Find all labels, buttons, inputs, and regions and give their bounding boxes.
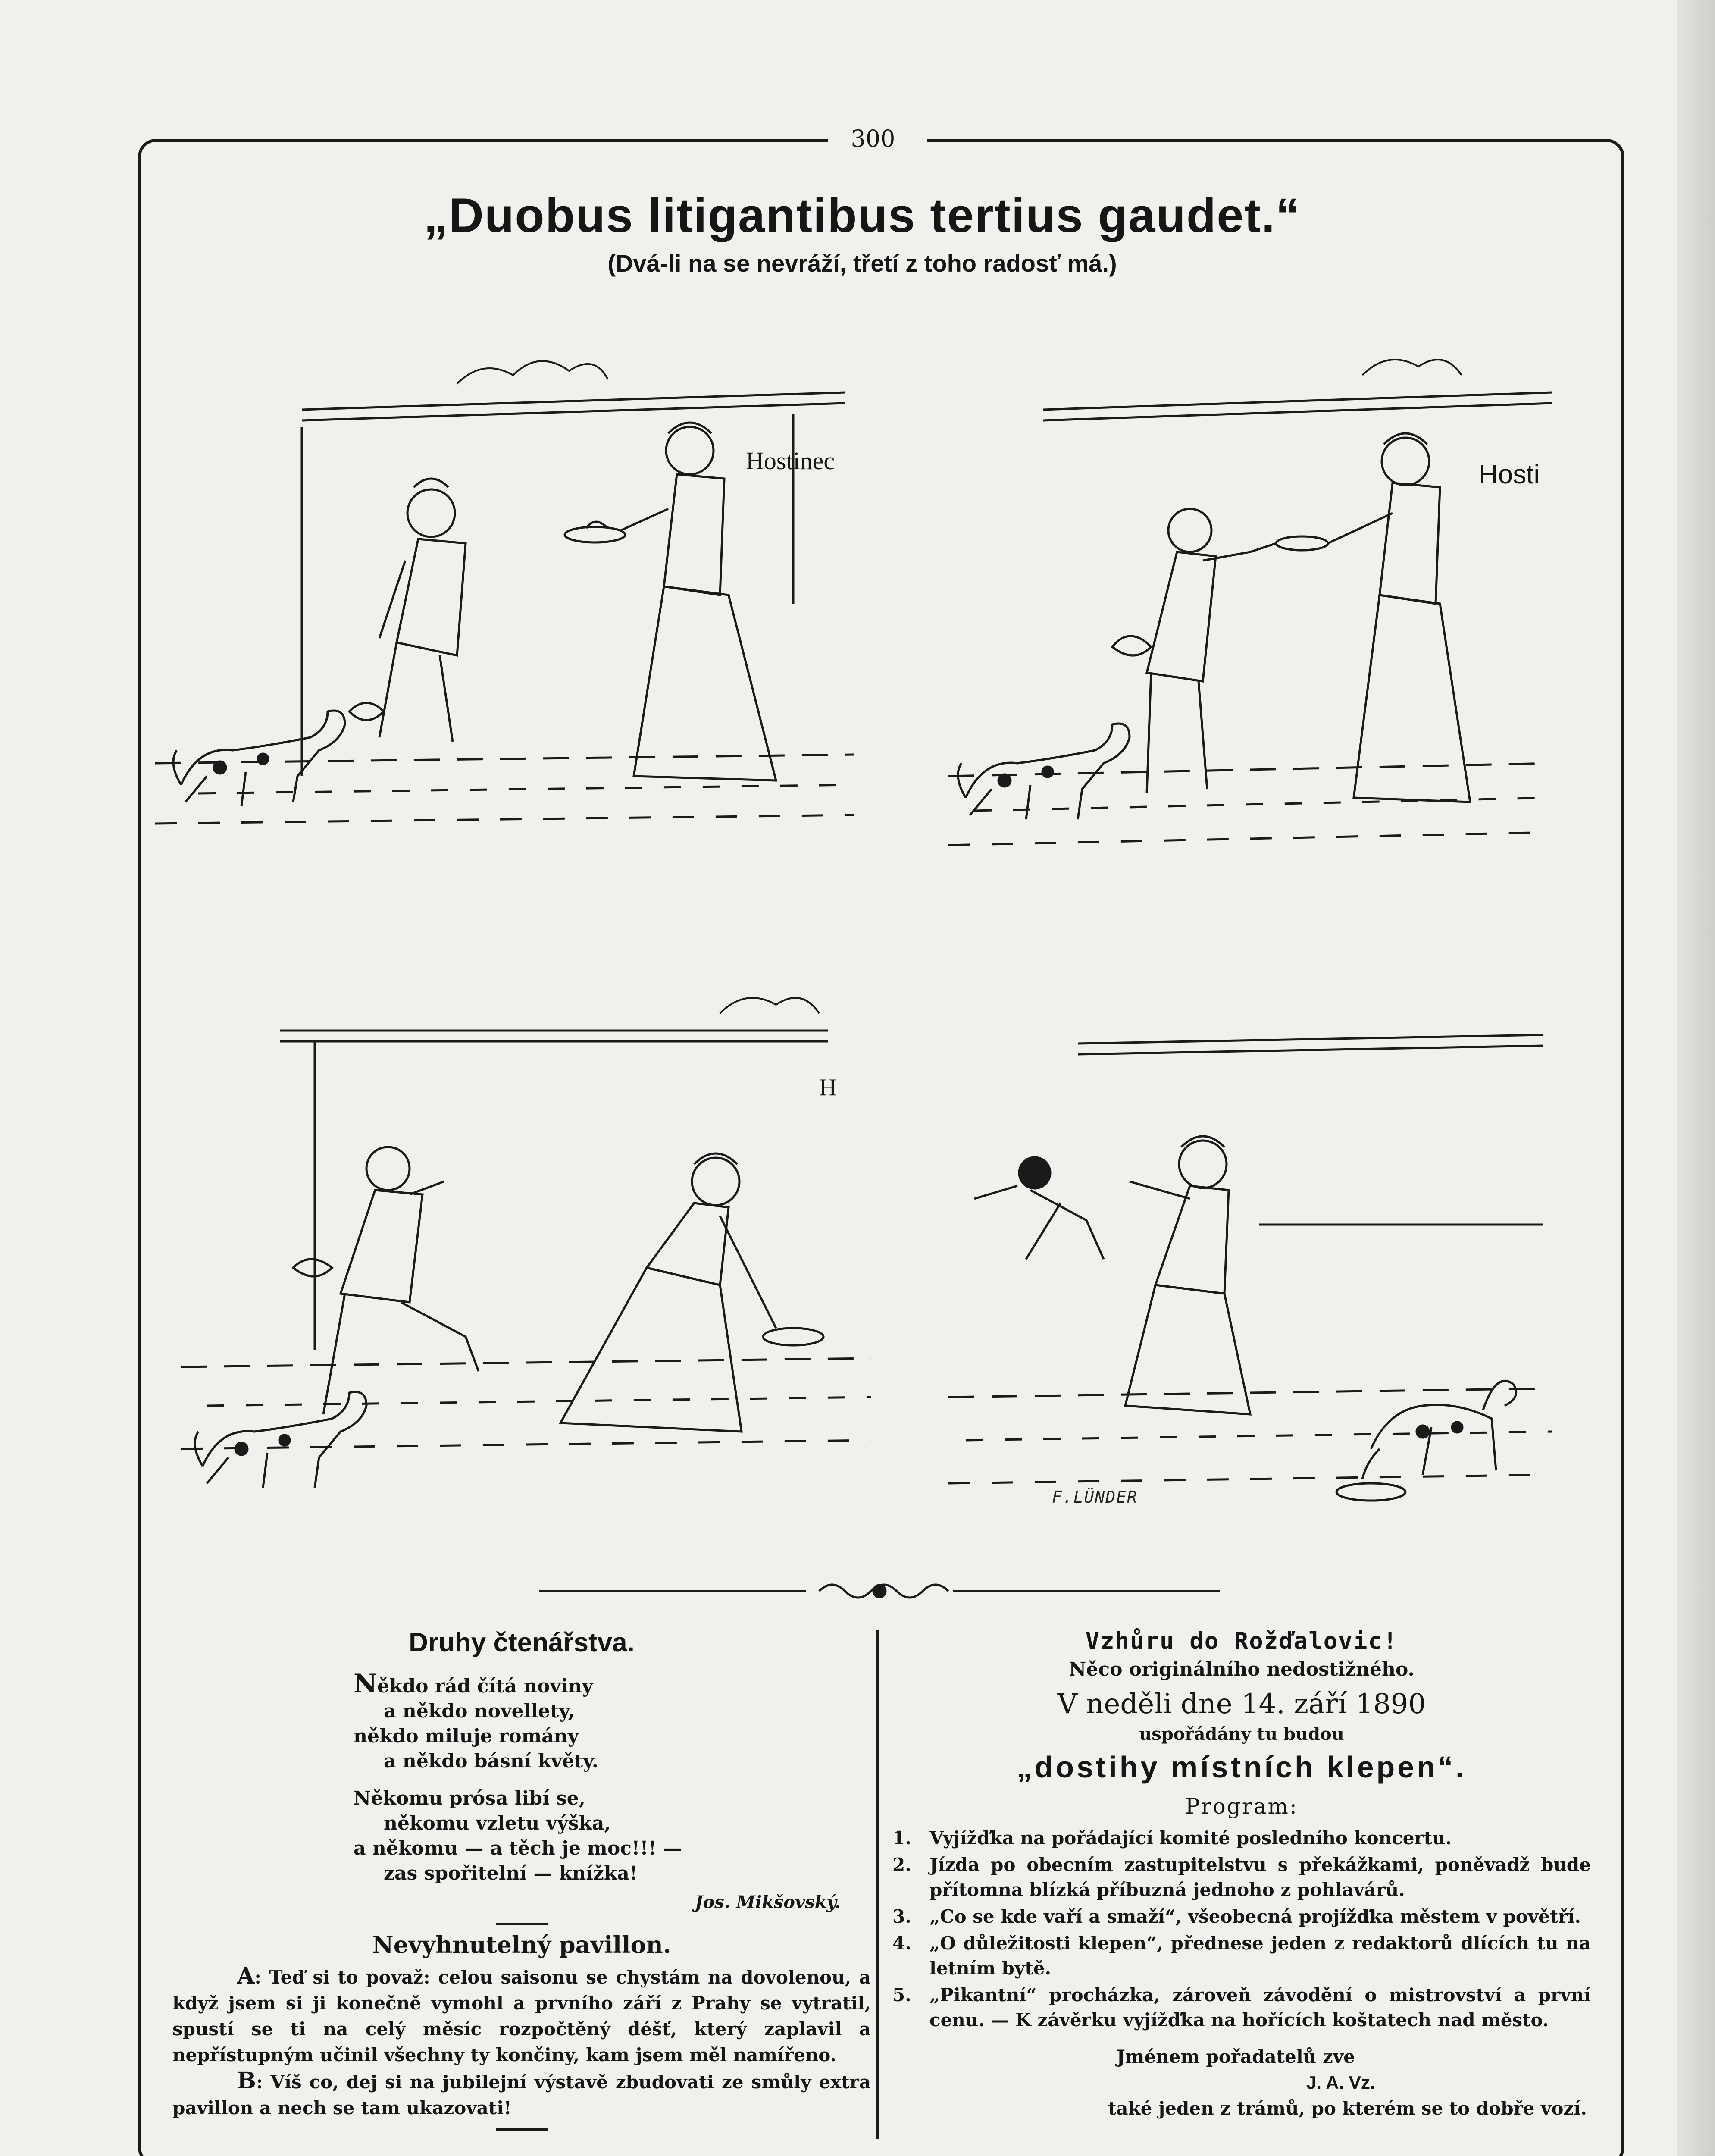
program-item: 5. „Pikantní“ procházka, zároveň závodění o mistrovství a první cenu. — K závěrku vyjížďka na hořících koštatech nad město. <box>892 1984 1591 2031</box>
vzhuru-event: „dostihy místních klepen“. <box>1017 1750 1467 1784</box>
panel-1-sign: Hostinec <box>746 447 835 475</box>
panel-3-illustration <box>181 992 871 1552</box>
dialogue-b: B: Víš co, dej si na jubilejní výstavě zbudovati ze smůly extra pavillon a nech se tam ukazovati! <box>172 2068 871 2118</box>
poem-line: zas spořitelní — knížka! <box>384 1862 638 1884</box>
page-number: 300 <box>851 125 895 152</box>
dialogue-a: A: Teď si to považ: celou saisonu se chystám na dovolenou, a když jsem si ji konečně vymohl a prvního září z Prahy se vytratil, spustí se ti na celý měsíc rozpočtěný déšť, který zaplavil a nepřístupným učinil všechny ty končiny, kam jsem měl namířeno. <box>172 1963 871 2065</box>
panel-2-sign: Hosti <box>1479 460 1540 489</box>
vzhuru-organized: uspořádány tu budou <box>1139 1724 1344 1744</box>
section-rule <box>496 1923 548 1925</box>
poem-dropcap: N <box>354 1669 377 1699</box>
ornament-divider <box>539 1578 1220 1604</box>
vzhuru-date: V neděli dne 14. září 1890 <box>1057 1688 1426 1720</box>
vzhuru-title: Vzhůru do Rožďalovic! <box>1085 1627 1398 1655</box>
panel-1-illustration <box>155 328 854 871</box>
speaker-b: B <box>237 2068 256 2094</box>
poem-line: a někomu — a těch je moc!!! — <box>354 1837 682 1859</box>
druhy-title: Druhy čtenářstva. <box>409 1628 635 1658</box>
pavillon-title: Nevyhnutelný pavillon. <box>372 1931 671 1959</box>
poem-line: a někdo novellety, <box>384 1700 575 1722</box>
signed-name: J. A. Vz. <box>1306 2072 1375 2093</box>
column-divider <box>876 1630 879 2139</box>
cartoon-panel-2 <box>948 328 1552 888</box>
program-item: 2. Jízda po obecním zastupitelstvu s překážkami, poněvadž bude přítomna blízká příbuzná jednoho z pohlavárů. <box>892 1854 1591 1900</box>
program-item: 4. „O důležitosti klepen“, přednese jeden z redaktorů dlících tu na letním bytě. <box>892 1933 1591 1979</box>
page-edge <box>1677 0 1715 2156</box>
left-column <box>172 1626 871 2135</box>
panel-3-sign: H <box>819 1074 837 1101</box>
panel-4-illustration <box>948 1018 1552 1552</box>
panel-2-illustration <box>948 328 1552 888</box>
vzhuru-signature <box>892 2044 1591 2122</box>
program-heading: Program: <box>1185 1794 1298 1819</box>
poem-line: Někdo rád čítá noviny <box>354 1669 593 1699</box>
pavillon-dialogue <box>172 1963 871 2121</box>
program-list <box>892 1826 1591 2033</box>
cartoon-title: „Duobus litigantibus tertius gaudet.“ <box>424 188 1301 242</box>
poem-line: někdo miluje romány <box>354 1725 579 1747</box>
right-column <box>892 1626 1591 2122</box>
program-item: 1. Vyjížďka na pořádající komité posledního koncertu. <box>892 1827 1452 1849</box>
illustrator-signature: F.LÜNDER <box>1052 1488 1138 1507</box>
druhy-poem <box>354 1671 871 1886</box>
signed-intro: Jménem pořadatelů zve <box>1117 2046 1355 2067</box>
section-rule <box>496 2128 548 2131</box>
cartoon-panel-4 <box>948 1018 1552 1552</box>
cartoon-subtitle: (Dvá-li na se nevráží, třetí z toho radosť má.) <box>607 250 1117 277</box>
cartoon-panel-3 <box>181 992 871 1552</box>
program-item: 3. „Co se kde vaří a smaží“, všeobecná projížďka městem v povětří. <box>892 1906 1581 1927</box>
cartoon-panel-1 <box>155 328 854 871</box>
signed-note: také jeden z trámů, po kterém se to dobře vozí. <box>1108 2098 1587 2119</box>
vzhuru-subtitle: Něco originálního nedostižného. <box>1069 1658 1415 1680</box>
poem-line: Někomu prósa libí se, <box>354 1787 586 1809</box>
poem-author: Jos. Mikšovský. <box>695 1892 841 1912</box>
poem-line: a někdo básní květy. <box>384 1750 599 1772</box>
speaker-a: A <box>237 1963 255 1989</box>
poem-line: někomu vzletu výška, <box>384 1812 611 1834</box>
